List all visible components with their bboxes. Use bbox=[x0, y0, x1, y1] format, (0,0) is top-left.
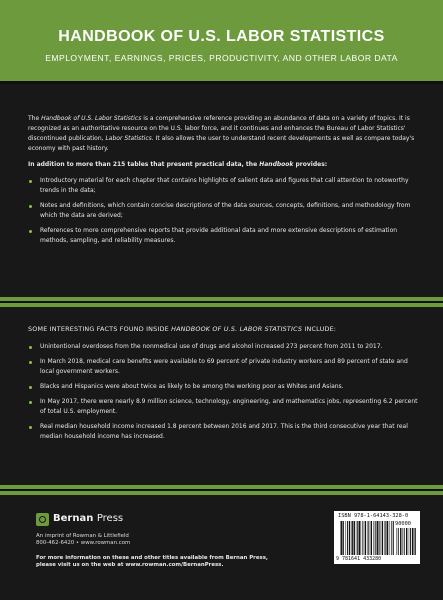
bullet-dot-icon bbox=[29, 426, 32, 429]
publisher-name: Bernan Press bbox=[53, 513, 124, 524]
barcode-bars-addon bbox=[396, 528, 416, 555]
divider-band-mid bbox=[0, 303, 443, 307]
list-item: In May 2017, there were nearly 8.9 million science, technology, engineering, and mathematics jobs, representing 6.2 percent of total U.S. employment. bbox=[28, 397, 418, 417]
more-info-text: For more information on these and other titles available from Bernan Press, please visit us on the web at www.rowman.com/BernanPress. bbox=[36, 555, 268, 568]
book-title: HANDBOOK OF U.S. LABOR STATISTICS bbox=[58, 28, 385, 45]
intro-paragraph: The Handbook of U.S. Labor Statistics is a comprehensive reference providing an abundance of data on a variety of topics. It is recognized as an authoritative resource on the U.S. labor force, and it continues and enhances the Bureau of Labor Statistics' discontinued publication, Labor Statistics. It also allows the user to understand recent developments as well as compare today's economy with past history. bbox=[28, 115, 415, 152]
bullet-dot-icon bbox=[29, 361, 32, 364]
bullet-dot-icon bbox=[29, 386, 32, 389]
list-item: In March 2018, medical care benefits were available to 69 percent of private industry workers and 89 percent of state and local government workers. bbox=[28, 357, 418, 377]
facts-section bbox=[28, 324, 418, 447]
bullet-dot-icon bbox=[29, 401, 32, 404]
bullet-dot-icon bbox=[29, 230, 32, 233]
header-stripe-dark bbox=[0, 81, 443, 84]
facts-bullet-list bbox=[28, 342, 418, 442]
isbn-label: ISBN 978-1-64143-328-0 bbox=[338, 513, 409, 519]
footer-band-mid bbox=[0, 491, 443, 495]
barcode-bars-main bbox=[340, 521, 394, 555]
barcode-digits: 9 781641 433280 bbox=[336, 556, 382, 562]
book-subtitle: EMPLOYMENT, EARNINGS, PRICES, PRODUCTIVITY, AND OTHER LABOR DATA bbox=[45, 53, 398, 63]
intro-section bbox=[28, 114, 418, 251]
intro-bullet-list bbox=[28, 176, 418, 246]
price-code: 90000 bbox=[395, 521, 411, 527]
publisher-imprint: An imprint of Rowman & Littlefield 800-462-6420 • www.rowman.com bbox=[36, 533, 131, 546]
facts-heading: SOME INTERESTING FACTS FOUND INSIDE HANDBOOK OF U.S. LABOR STATISTICS INCLUDE: bbox=[28, 325, 337, 333]
intro-lead: In addition to more than 215 tables that present practical data, the Handbook provides: bbox=[28, 161, 328, 168]
list-item: Blacks and Hispanics were about twice as likely to be among the working poor as Whites and Asians. bbox=[28, 382, 418, 392]
bernan-press-logo-icon bbox=[36, 513, 49, 526]
list-item: Introductory material for each chapter that contains highlights of salient data and figures that call attention to noteworthy trends in the data; bbox=[28, 176, 418, 196]
list-item: Unintentional overdoses from the nonmedical use of drugs and alcohol increased 273 percent from 2011 to 2017. bbox=[28, 342, 418, 352]
bullet-dot-icon bbox=[29, 205, 32, 208]
bullet-dot-icon bbox=[29, 346, 32, 349]
barcode bbox=[334, 511, 420, 564]
list-item: Notes and definitions, which contain concise descriptions of the data sources, concepts, definitions, and methodology from which the data are derived; bbox=[28, 201, 418, 221]
list-item: Real median household income increased 1.8 percent between 2016 and 2017. This is the third consecutive year that real median household income has increased. bbox=[28, 422, 418, 442]
bullet-dot-icon bbox=[29, 180, 32, 183]
header-banner bbox=[0, 0, 443, 77]
list-item: References to more comprehensive reports that provide additional data and more extensive descriptions of estimation methods, sampling, and reliability measures. bbox=[28, 226, 418, 246]
